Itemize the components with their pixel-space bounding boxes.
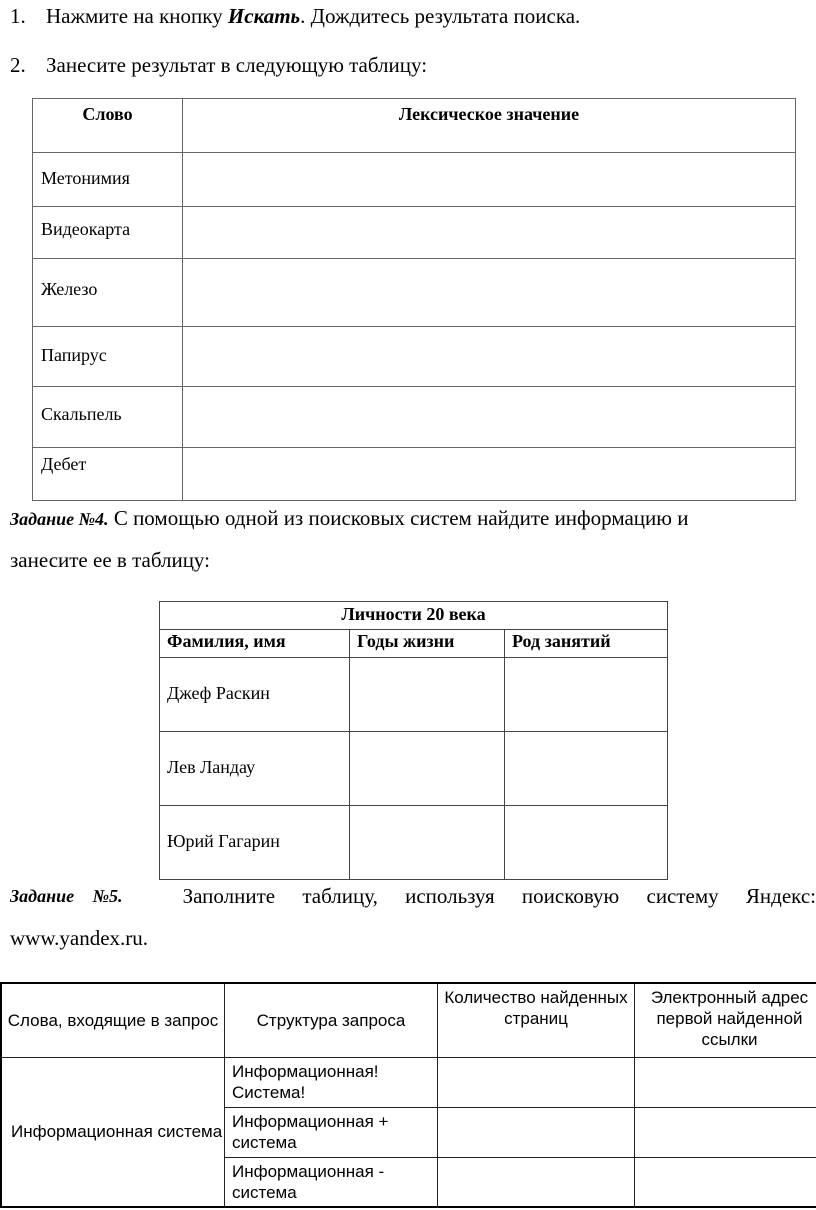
first-link-cell[interactable] [635,1107,816,1157]
lexical-table [32,98,796,501]
query-structure-cell: Информационная + система [225,1107,438,1157]
col-header-first-link: Электронный адрес первой найденной ссылки [635,983,816,1057]
word-cell: Скальпель [33,387,183,448]
years-cell[interactable] [350,732,505,806]
years-cell[interactable] [350,806,505,880]
task-5-label: Задание №5. [10,886,123,906]
word-cell: Дебет [33,448,183,501]
task-5-line-2: www.yandex.ru. [10,926,149,950]
meaning-cell[interactable] [183,153,796,207]
task-4-line-1 [10,506,688,531]
word-cell: Видеокарта [33,207,183,259]
years-cell[interactable] [350,658,505,732]
step-1-emphasis: Искать [227,4,301,28]
step-2 [10,53,427,77]
person-name-cell: Джеф Раскин [160,658,350,732]
occupation-cell[interactable] [505,806,668,880]
yandex-query-table [0,982,816,1208]
task-5-line-1 [10,884,816,908]
pages-count-cell[interactable] [438,1107,635,1157]
query-structure-cell: Информационная - система [225,1157,438,1207]
task-4-label: Задание №4. [10,509,109,529]
meaning-cell[interactable] [183,207,796,259]
occupation-cell[interactable] [505,732,668,806]
query-structure-cell: Информационная! Система! [225,1057,438,1107]
first-link-cell[interactable] [635,1057,816,1107]
col-header-structure: Структура запроса [225,983,438,1057]
task-4-text: С помощью одной из поисковых систем найдите информацию и [108,506,689,530]
person-name-cell: Юрий Гагарин [160,806,350,880]
word-cell: Папирус [33,327,183,387]
word-cell: Метонимия [33,153,183,207]
meaning-cell[interactable] [183,387,796,448]
meaning-cell[interactable] [183,259,796,327]
col-header-years: Годы жизни [350,630,505,658]
col-header-occupation: Род занятий [505,630,668,658]
pages-count-cell[interactable] [438,1157,635,1207]
step-1-text-before: Нажмите на кнопку [46,4,228,28]
task-4-line-2: занесите ее в таблицу: [10,548,210,572]
col-header-words: Слова, входящие в запрос [1,983,225,1057]
table-header-word: Слово [33,99,183,153]
personalities-table [159,601,668,880]
table-header-meaning: Лексическое значение [183,99,796,153]
first-link-cell[interactable] [635,1157,816,1207]
task-5-text: Заполните таблицу, используя поисковую систему Яндекс: [182,884,816,908]
step-2-text: Занесите результат в следующую таблицу: [46,53,428,77]
personalities-title: Личности 20 века [160,602,668,630]
col-header-name: Фамилия, имя [160,630,350,658]
step-1-text-after: . Дождитесь результата поиска. [300,4,581,28]
step-1 [10,4,580,28]
meaning-cell[interactable] [183,327,796,387]
occupation-cell[interactable] [505,658,668,732]
step-1-number: 1. [10,4,26,28]
meaning-cell[interactable] [183,448,796,501]
query-words-cell: Информационная система [1,1057,225,1207]
col-header-pages-count: Количество найденных страниц [438,983,635,1057]
word-cell: Железо [33,259,183,327]
step-2-number: 2. [10,53,26,77]
person-name-cell: Лев Ландау [160,732,350,806]
pages-count-cell[interactable] [438,1057,635,1107]
